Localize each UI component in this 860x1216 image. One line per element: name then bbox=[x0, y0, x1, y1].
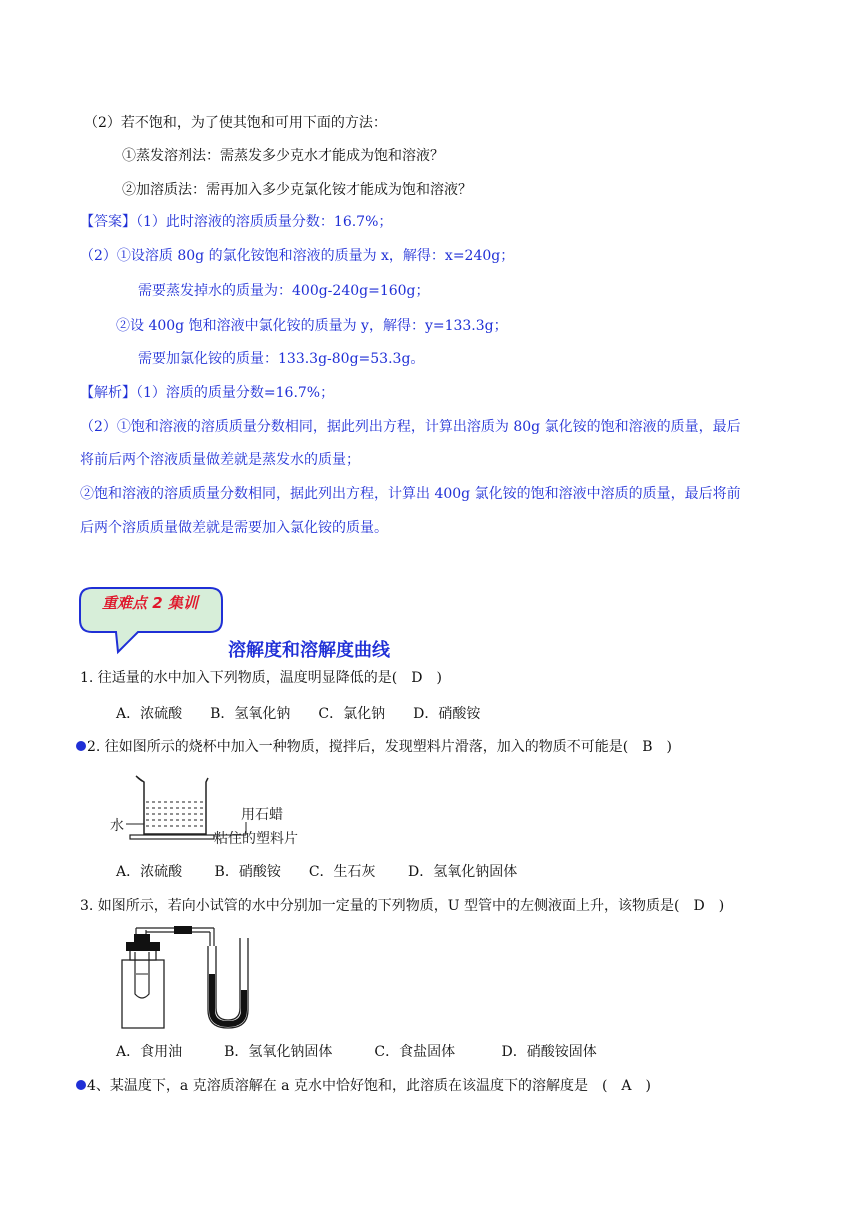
bullet-icon bbox=[76, 741, 86, 751]
answer-tag: 【答案】 bbox=[80, 214, 136, 230]
answer-line-4: ②设 400g 饱和溶液中氯化铵的质量为 y，解得：y=133.3g； bbox=[116, 318, 508, 334]
q3-stem: 3. 如图所示，若向小试管的水中分别加一定量的下列物质，U 型管中的左侧液面上升，该物质是( D ) bbox=[80, 898, 725, 914]
q4-stem-line bbox=[76, 1076, 651, 1096]
answer-line-3: 需要蒸发掉水的质量为：400g-240g=160g； bbox=[138, 283, 430, 299]
answer-line-1 bbox=[80, 212, 392, 232]
bullet-icon bbox=[76, 1080, 86, 1090]
u-tube-figure bbox=[114, 924, 264, 1032]
q2-stem-line bbox=[76, 737, 672, 757]
section-badge-label: 重难点 2 集训 bbox=[102, 594, 198, 612]
q1-stem: 1. 往适量的水中加入下列物质，温度明显降低的是( D ) bbox=[80, 670, 442, 686]
q3-options: A．食用油 B．氢氧化钠固体 C．食盐固体 D．硝酸铵固体 bbox=[116, 1044, 597, 1060]
question-method-1: ①蒸发溶剂法：需蒸发多少克水才能成为饱和溶液？ bbox=[122, 148, 444, 164]
label-plastic: 粘住的塑料片 bbox=[214, 831, 298, 847]
analysis-text-1: （1）溶质的质量分数=16.7%； bbox=[136, 385, 335, 401]
q4-stem: 4、某温度下，a 克溶质溶解在 a 克水中恰好饱和，此溶质在该温度下的溶解度是 ( A ) bbox=[87, 1078, 651, 1094]
section-badge bbox=[78, 586, 226, 656]
analysis-line-1 bbox=[80, 383, 334, 403]
answer-line-2: （2）①设溶质 80g 的氯化铵饱和溶液的质量为 x，解得：x=240g； bbox=[80, 248, 515, 264]
q2-stem: 2. 往如图所示的烧杯中加入一种物质，搅拌后，发现塑料片滑落，加入的物质不可能是( B ) bbox=[87, 739, 673, 755]
analysis-line-2: （2）①饱和溶液的溶质质量分数相同，据此列出方程，计算出溶质为 80g 氯化铵的饱和溶液的质量，最后 bbox=[80, 419, 741, 435]
beaker-figure bbox=[108, 772, 338, 852]
analysis-tag: 【解析】 bbox=[80, 385, 136, 401]
q1-options: A．浓硫酸 B．氢氧化钠 C．氯化钠 D．硝酸铵 bbox=[116, 706, 481, 722]
q2-options: A．浓硫酸 B．硝酸铵 C．生石灰 D．氢氧化钠固体 bbox=[116, 864, 518, 880]
label-wax: 用石蜡 bbox=[241, 807, 283, 823]
question-method-2: ②加溶质法：需再加入多少克氯化铵才能成为饱和溶液？ bbox=[122, 182, 472, 198]
answer-text-1: （1）此时溶液的溶质质量分数：16.7%； bbox=[136, 214, 393, 230]
answer-line-5: 需要加氯化铵的质量：133.3g-80g=53.3g。 bbox=[138, 351, 425, 367]
analysis-line-3: 将前后两个溶液质量做差就是蒸发水的质量； bbox=[80, 452, 360, 468]
section-title: 溶解度和溶解度曲线 bbox=[228, 640, 390, 661]
analysis-line-4: ②饱和溶液的溶质质量分数相同，据此列出方程，计算出 400g 氯化铵的饱和溶液中溶质的质量，最后将前 bbox=[80, 486, 741, 502]
question-part2-intro: （2）若不饱和，为了使其饱和可用下面的方法： bbox=[84, 115, 387, 131]
label-water: 水 bbox=[110, 818, 124, 834]
analysis-line-5: 后两个溶质质量做差就是需要加入氯化铵的质量。 bbox=[80, 520, 388, 536]
